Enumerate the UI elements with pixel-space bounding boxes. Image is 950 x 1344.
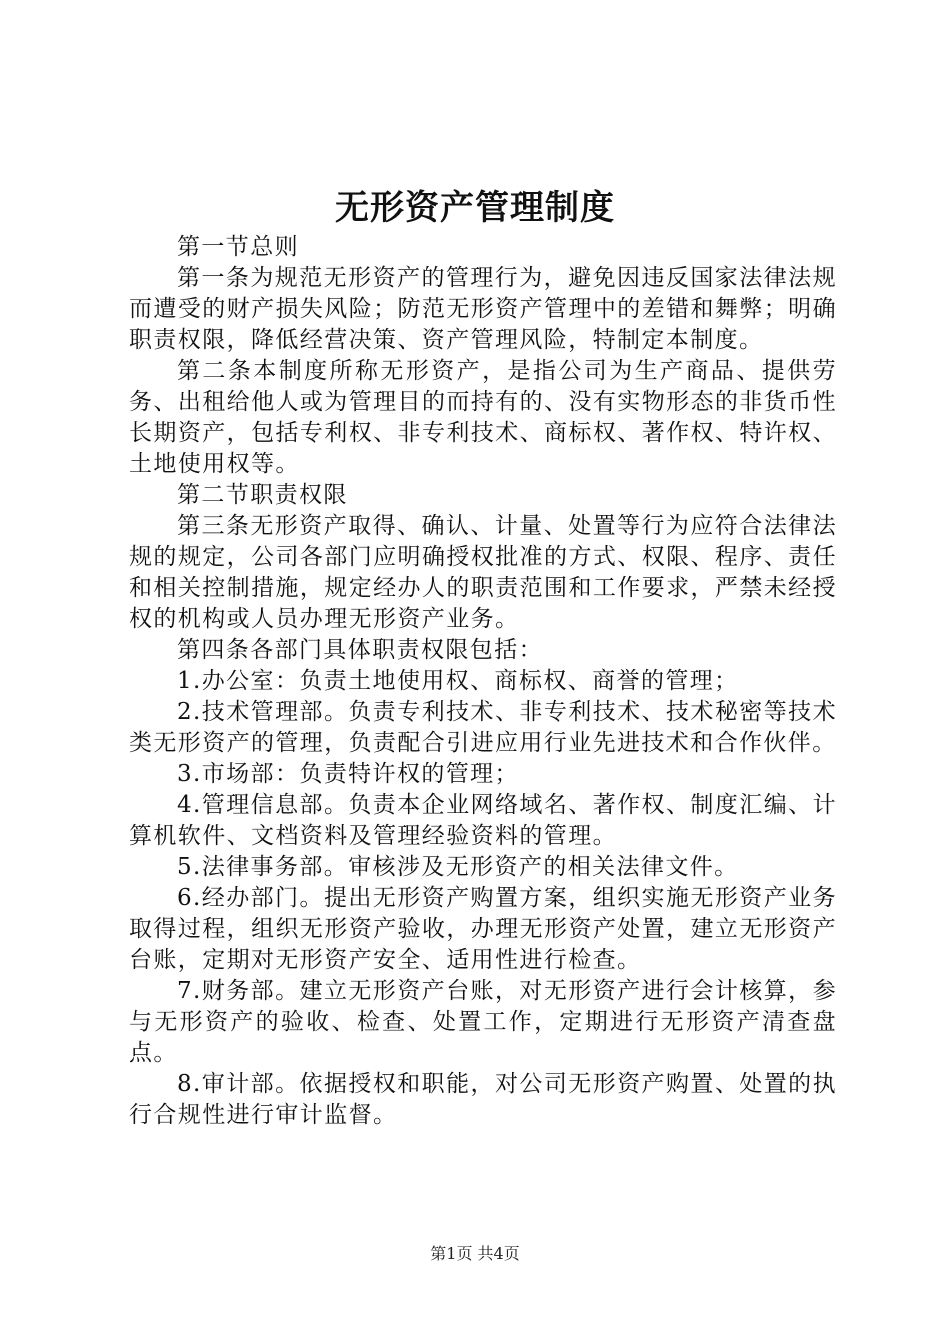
list-item: 6.经办部门。提出无形资产购置方案，组织实施无形资产业务取得过程，组织无形资产验收，办理无形资产处置，建立无形资产台账，定期对无形资产安全、适用性进行检查。 [129,885,837,973]
paragraph: 第二条本制度所称无形资产，是指公司为生产商品、提供劳务、出租给他人或为管理目的而持有的、没有实物形态的非货币性长期资产，包括专利权、非专利技术、商标权、著作权、特许权、土地使用权等。 [129,358,837,477]
document-title: 无形资产管理制度 [335,188,615,228]
section-heading: 第一节总则 [177,234,299,260]
list-item: 4.管理信息部。负责本企业网络域名、著作权、制度汇编、计算机软件、文档资料及管理经验资料的管理。 [129,792,837,849]
paragraph: 第一条为规范无形资产的管理行为，避免因违反国家法律法规而遭受的财产损失风险；防范无形资产管理中的差错和舞弊；明确职责权限，降低经营决策、资产管理风险，特制定本制度。 [129,265,837,353]
list-item: 7.财务部。建立无形资产台账，对无形资产进行会计核算，参与无形资产的验收、检查、处置工作，定期进行无形资产清查盘点。 [129,978,837,1066]
page-footer: 第1页 共4页 [430,1244,520,1263]
document-body [129,232,837,1131]
list-item: 3.市场部：负责特许权的管理； [177,761,519,787]
section-heading: 第二节职责权限 [177,482,348,508]
list-item: 8.审计部。依据授权和职能，对公司无形资产购置、处置的执行合规性进行审计监督。 [129,1071,837,1128]
paragraph: 第四条各部门具体职责权限包括： [177,637,543,663]
list-item: 5.法律事务部。审核涉及无形资产的相关法律文件。 [177,854,739,880]
paragraph: 第三条无形资产取得、确认、计量、处置等行为应符合法律法规的规定，公司各部门应明确授权批准的方式、权限、程序、责任和相关控制措施，规定经办人的职责范围和工作要求，严禁未经授权的机构或人员办理无形资产业务。 [129,513,837,632]
list-item: 2.技术管理部。负责专利技术、非专利技术、技术秘密等技术类无形资产的管理，负责配合引进应用行业先进技术和合作伙伴。 [129,699,837,756]
list-item: 1.办公室：负责土地使用权、商标权、商誉的管理； [177,668,739,694]
